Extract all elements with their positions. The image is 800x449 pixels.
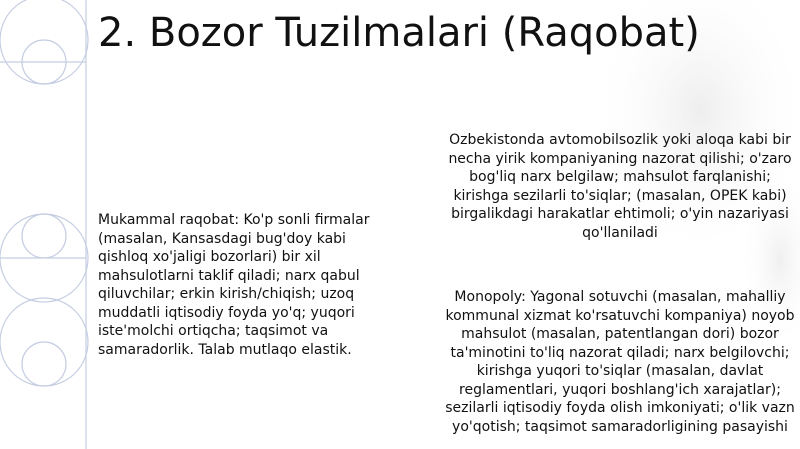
monopoly-text: Monopoly: Yagonal sotuvchi (masalan, mahalliy kommunal xizmat ko'rsatuvchi kompaniya) noyob mahsulot (masalan, patentlangan dori) bozor ta'minotini to'liq nazorat qiladi; narx belgilovchi; kirishga yuqori to'siqlar (masalan, davlat reglamentlari, yuqori boshlang'ich xarajatlar); sezilarli iqtisodiy foyda olish imkoniyati; o'lik vazn yo'qotish; taqsimot samaradorligining pasayishi (445, 289, 795, 435)
decor-circle-small-bottom (22, 214, 66, 258)
perfect-competition-text: Mukammal raqobat: Ko'p sonli firmalar (masalan, Kansasdagi bug'doy kabi qishloq xo'jaligi bozorlari) bir xil mahsulotlarni taklif qiladi; narx qabul qiluvchilar; erkin kirish/chiqish; uzoq muddatli iqtisodiy foyda yo'q; yuqori iste'molchi ortiqcha; taqsimot va samaradorlik. Talab mutlaqo elastik. (98, 212, 370, 358)
oligopoly-text: Ozbekistonda avtomobilsozlik yoki aloqa kabi bir necha yirik kompaniyaning nazorat qilishi; o'zaro bog'liq narx belgilaw; mahsulot farqlanishi; kirishga sezilarli to'siqlar; (masalan, OPEK kabi) birgalikdagi harakatlar ehtimoli; o'yin nazariyasi qo'llaniladi (448, 132, 792, 241)
decor-circle-small-lower (22, 342, 66, 386)
slide-title: 2. Bozor Tuzilmalari (Raqobat) (98, 10, 700, 56)
decor-circle-large-top (0, 0, 88, 84)
